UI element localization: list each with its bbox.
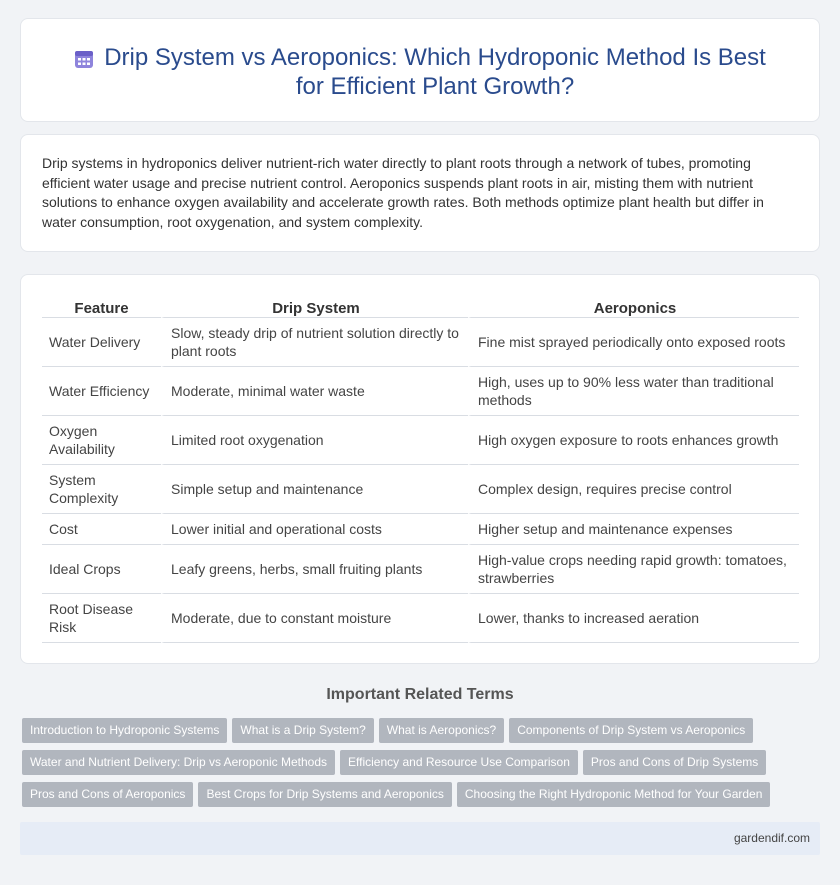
table-row — [42, 416, 799, 465]
drip-cell: Leafy greens, herbs, small fruiting plants — [161, 545, 468, 594]
feature-cell: Water Delivery — [42, 318, 161, 367]
related-term-tag[interactable]: Best Crops for Drip Systems and Aeroponics — [198, 782, 451, 807]
related-term-tag[interactable]: Efficiency and Resource Use Comparison — [340, 750, 578, 775]
drip-cell: Limited root oxygenation — [161, 416, 468, 465]
feature-cell: System Complexity — [42, 465, 161, 514]
related-term-tag[interactable]: Pros and Cons of Drip Systems — [583, 750, 766, 775]
header-aeroponics: Aeroponics — [468, 295, 799, 318]
related-term-tag[interactable]: What is Aeroponics? — [379, 718, 504, 743]
aeroponics-cell: Lower, thanks to increased aeration — [468, 594, 799, 643]
table-row — [42, 545, 799, 594]
table-row — [42, 367, 799, 416]
table-row — [42, 514, 799, 545]
table-row — [42, 318, 799, 367]
drip-cell: Moderate, due to constant moisture — [161, 594, 468, 643]
related-term-tag[interactable]: Introduction to Hydroponic Systems — [22, 718, 227, 743]
related-terms-list — [22, 718, 822, 814]
feature-cell: Water Efficiency — [42, 367, 161, 416]
related-term-tag[interactable]: What is a Drip System? — [232, 718, 373, 743]
header-feature: Feature — [42, 295, 161, 318]
feature-cell: Ideal Crops — [42, 545, 161, 594]
header-card — [20, 18, 820, 122]
aeroponics-cell: Complex design, requires precise control — [468, 465, 799, 514]
footer — [20, 822, 820, 855]
comparison-table — [42, 295, 799, 643]
table-row — [42, 465, 799, 514]
drip-cell: Lower initial and operational costs — [161, 514, 468, 545]
table-header-row — [42, 295, 799, 318]
intro-card — [20, 134, 820, 252]
aeroponics-cell: High oxygen exposure to roots enhances growth — [468, 416, 799, 465]
footer-site-name[interactable]: gardendif.com — [733, 831, 810, 845]
header-drip-system: Drip System — [161, 295, 468, 318]
related-term-tag[interactable]: Water and Nutrient Delivery: Drip vs Aeroponic Methods — [22, 750, 335, 775]
drip-cell: Simple setup and maintenance — [161, 465, 468, 514]
intro-paragraph: Drip systems in hydroponics deliver nutrient-rich water directly to plant roots through a network of tubes, promoting efficient water usage and precise nutrient control. Aeroponics suspends plant roots in air, misting them with nutrient solutions to enhance oxygen availability and accelerate growth rates. Both methods optimize plant health but differ in water consumption, root oxygenation, and system complexity. — [42, 155, 764, 230]
aeroponics-cell: Fine mist sprayed periodically onto exposed roots — [468, 318, 799, 367]
related-terms-heading: Important Related Terms — [326, 686, 514, 703]
drip-cell: Moderate, minimal water waste — [161, 367, 468, 416]
page-title: Drip System vs Aeroponics: Which Hydroponic Method Is Best for Efficient Plant Growth? — [104, 44, 766, 100]
feature-cell: Root Disease Risk — [42, 594, 161, 643]
aeroponics-cell: High, uses up to 90% less water than traditional methods — [468, 367, 799, 416]
drip-cell: Slow, steady drip of nutrient solution directly to plant roots — [161, 318, 468, 367]
related-term-tag[interactable]: Components of Drip System vs Aeroponics — [509, 718, 753, 743]
related-term-tag[interactable]: Pros and Cons of Aeroponics — [22, 782, 193, 807]
feature-cell: Cost — [42, 514, 161, 545]
related-term-tag[interactable]: Choosing the Right Hydroponic Method for Your Garden — [457, 782, 771, 807]
feature-cell: Oxygen Availability — [42, 416, 161, 465]
comparison-table-card — [20, 274, 820, 664]
table-row — [42, 594, 799, 643]
aeroponics-cell: Higher setup and maintenance expenses — [468, 514, 799, 545]
aeroponics-cell: High-value crops needing rapid growth: tomatoes, strawberries — [468, 545, 799, 594]
